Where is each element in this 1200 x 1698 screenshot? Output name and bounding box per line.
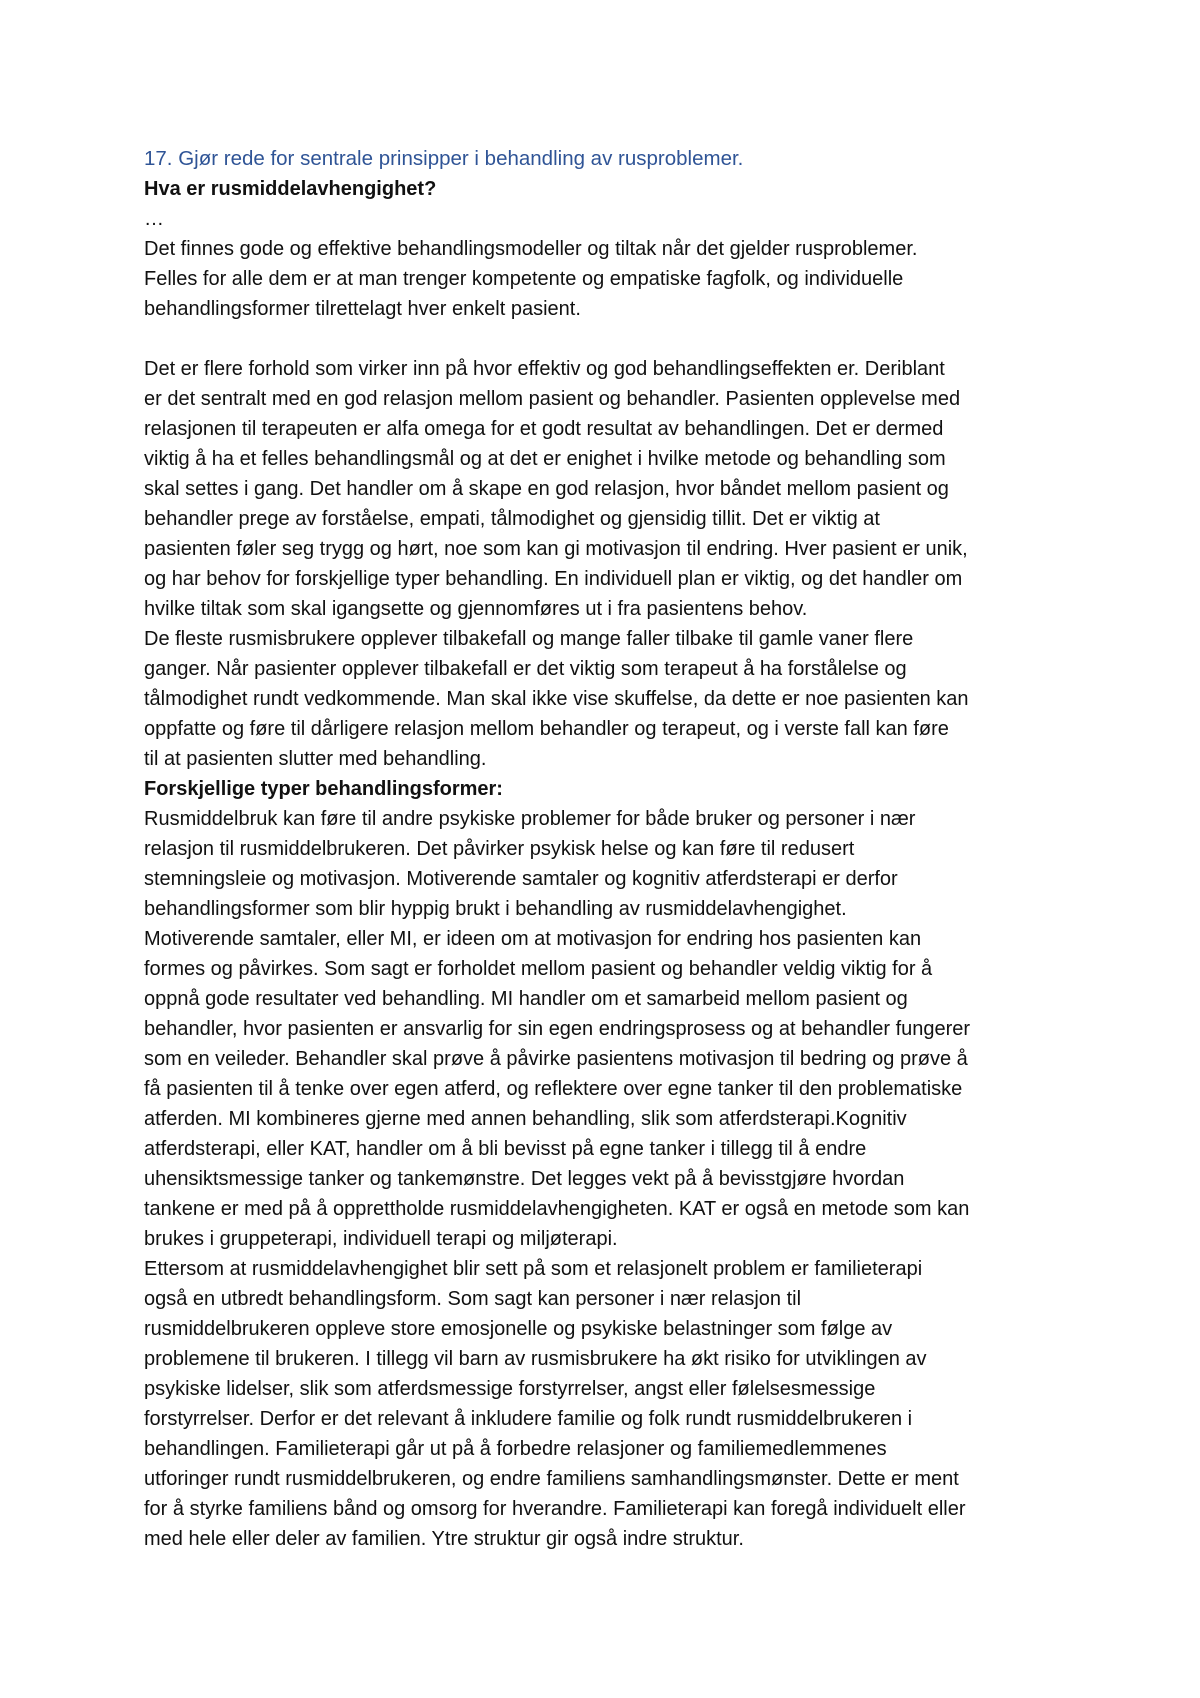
paragraph-spacer	[144, 324, 1084, 354]
paragraph-intro: Det finnes gode og effektive behandlingsmodeller og tiltak når det gjelder rusproblemer. Felles for alle dem er at man trenger kompetente og empatiske fagfolk, og individuelle behandlingsformer tilrettelagt hver enkelt pasient.	[144, 238, 918, 320]
section-heading-dependency: Hva er rusmiddelavhengighet?	[144, 178, 437, 200]
paragraph-mi-kat: Motiverende samtaler, eller MI, er ideen om at motivasjon for endring hos pasienten kan formes og påvirkes. Som sagt er forholdet mellom pasient og behandler veldig viktig for å oppnå gode resultater ved behandling. MI handler om et samarbeid mellom pasient og behandler, hvor pasienten er ansvarlig for sin egen endringsprosess og at behandler fungerer som en veileder. Behandler skal prøve å påvirke pasientens motivasjon til bedring og prøve å få pasienten til å tenke over egen atferd, og reflektere over egne tanker til den problematiske atferden. MI kombineres gjerne med annen behandling, slik som atferdsterapi.Kognitiv atferdsterapi, eller KAT, handler om å bli bevisst på egne tanker i tillegg til å endre uhensiktsmessige tanker og tankemønstre. Det legges vekt på å bevisstgjøre hvordan tankene er med på å opprettholde rusmiddelavhengigheten. KAT er også en metode som kan brukes i gruppeterapi, individuell terapi og miljøterapi.	[144, 928, 971, 1250]
section-heading-treatment-types: Forskjellige typer behandlingsformer:	[144, 778, 503, 800]
document-body	[144, 144, 1084, 1554]
paragraph-relapse: De fleste rusmisbrukere opplever tilbakefall og mange faller tilbake til gamle vaner flere ganger. Når pasienter opplever tilbakefall er det viktig som terapeut å ha forstålelse og tålmodighet rundt vedkommende. Man skal ikke vise skuffelse, da dette er noe pasienten kan oppfatte og føre til dårligere relasjon mellom behandler og terapeut, og i verste fall kan føre til at pasienten slutter med behandling.	[144, 628, 969, 770]
paragraph-family-therapy: Ettersom at rusmiddelavhengighet blir sett på som et relasjonelt problem er familieterapi også en utbredt behandlingsform. Som sagt kan personer i nær relasjon til rusmiddelbrukeren oppleve store emosjonelle og psykiske belastninger som følge av problemene til brukeren. I tillegg vil barn av rusmisbrukere ha økt risiko for utviklingen av psykiske lidelser, slik som atferdsmessige forstyrrelser, angst eller følelsesmessige forstyrrelser. Derfor er det relevant å inkludere familie og folk rundt rusmiddelbrukeren i behandlingen. Familieterapi går ut på å forbedre relasjoner og familiemedlemmenes utforinger rundt rusmiddelbrukeren, og endre familiens samhandlingsmønster. Dette er ment for å styrke familiens bånd og omsorg for hverandre. Familieterapi kan foregå individuelt eller med hele eller deler av familien. Ytre struktur gir også indre struktur.	[144, 1258, 966, 1550]
paragraph-relation: Det er flere forhold som virker inn på hvor effektiv og god behandlingseffekten er. Deriblant er det sentralt med en god relasjon mellom pasient og behandler. Pasienten opplevelse med relasjonen til terapeuten er alfa omega for et godt resultat av behandlingen. Det er dermed viktig å ha et felles behandlingsmål og at det er enighet i hvilke metode og behandling som skal settes i gang. Det handler om å skape en god relasjon, hvor båndet mellom pasient og behandler prege av forståelse, empati, tålmodighet og gjensidig tillit. Det er viktig at pasienten føler seg trygg og hørt, noe som kan gi motivasjon til endring. Hver pasient er unik, og har behov for forskjellige typer behandling. En individuell plan er viktig, og det handler om hvilke tiltak som skal igangsette og gjennomføres ut i fra pasientens behov.	[144, 358, 968, 620]
ellipsis-text: …	[144, 208, 164, 230]
paragraph-mental-health: Rusmiddelbruk kan føre til andre psykiske problemer for både bruker og personer i nær relasjon til rusmiddelbrukeren. Det påvirker psykisk helse og kan føre til redusert stemningsleie og motivasjon. Motiverende samtaler og kognitiv atferdsterapi er derfor behandlingsformer som blir hyppig brukt i behandling av rusmiddelavhengighet.	[144, 808, 916, 920]
question-title: 17. Gjør rede for sentrale prinsipper i behandling av rusproblemer.	[144, 147, 744, 170]
